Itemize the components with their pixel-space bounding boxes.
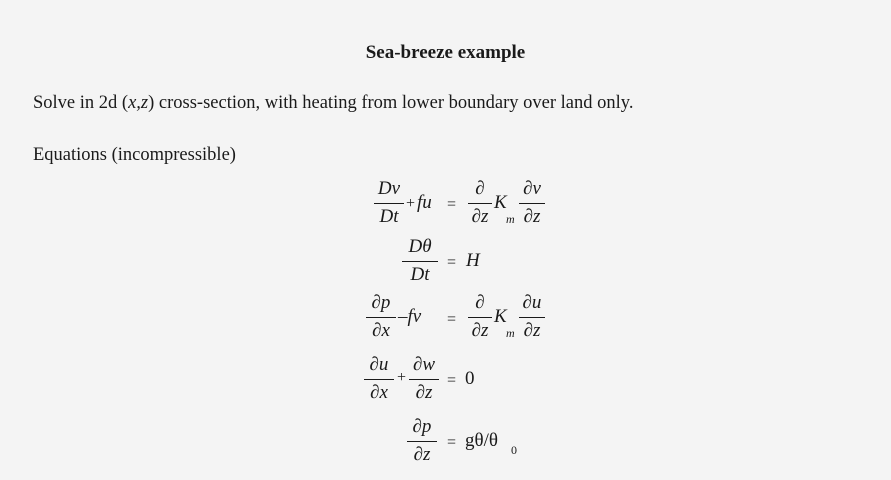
buoyancy-term: gθ/θ: [465, 430, 498, 451]
fraction-dp-dz: [407, 417, 437, 467]
numerator: Dv: [377, 178, 401, 199]
fraction-dv-dz: [519, 179, 545, 229]
equals-sign: =: [447, 311, 457, 328]
subscript-m: m: [506, 212, 515, 226]
page-title: Sea-breeze example: [365, 42, 526, 63]
denominator: ∂x: [370, 382, 388, 403]
fraction-bar: [519, 203, 545, 204]
numerator: Dθ: [408, 236, 432, 257]
coefficient-k: K: [494, 192, 507, 213]
term-fu: fu: [417, 192, 432, 213]
denominator: Dt: [379, 206, 399, 227]
fraction-bar: [519, 317, 545, 318]
equals-sign: =: [447, 254, 457, 271]
heating-term-h: H: [466, 250, 480, 271]
denominator: ∂z: [523, 206, 541, 227]
fraction-bar: [409, 379, 439, 380]
fraction-bar: [364, 379, 394, 380]
fraction-bar: [374, 203, 404, 204]
intro-text-2: ) cross-section, with heating from lower boundary over land only.: [148, 93, 634, 113]
numerator: ∂p: [412, 416, 432, 437]
subscript-zero: 0: [511, 443, 517, 457]
numerator: ∂w: [412, 354, 436, 375]
numerator: ∂: [475, 292, 485, 313]
fraction-bar: [402, 261, 438, 262]
equals-sign: =: [447, 372, 457, 389]
denominator: ∂z: [415, 382, 433, 403]
zero: 0: [465, 368, 475, 389]
denominator: ∂z: [471, 320, 489, 341]
fraction-dp-dx: [366, 293, 396, 343]
denominator: ∂x: [372, 320, 390, 341]
plus-sign: +: [406, 195, 416, 212]
fraction-d-dz: [468, 293, 492, 343]
numerator: ∂v: [523, 178, 541, 199]
denominator: Dt: [410, 264, 430, 285]
coefficient-k: K: [494, 306, 507, 327]
fraction-bar: [366, 317, 396, 318]
fraction-dv-dt: [374, 179, 404, 229]
subscript-m: m: [506, 326, 515, 340]
numerator: ∂u: [369, 354, 389, 375]
intro-coords: x,z: [128, 93, 149, 113]
term-minus-fv: –fv: [398, 306, 422, 327]
denominator: ∂z: [471, 206, 489, 227]
equals-sign: =: [447, 196, 457, 213]
fraction-du-dz: [519, 293, 545, 343]
numerator: ∂u: [522, 292, 542, 313]
denominator: ∂z: [523, 320, 541, 341]
numerator: ∂p: [371, 292, 391, 313]
fraction-bar: [468, 203, 492, 204]
fraction-d-dz: [468, 179, 492, 229]
intro-line: [33, 93, 633, 114]
intro-text-1: Solve in 2d (: [33, 93, 129, 113]
equations-heading: Equations (incompressible): [33, 145, 236, 165]
denominator: ∂z: [413, 444, 431, 465]
plus-sign: +: [397, 369, 407, 386]
fraction-bar: [407, 441, 437, 442]
equals-sign: =: [447, 434, 457, 451]
fraction-du-dx: [364, 355, 394, 405]
fraction-bar: [468, 317, 492, 318]
fraction-dtheta-dt: [402, 237, 438, 287]
numerator: ∂: [475, 178, 485, 199]
fraction-dw-dz: [409, 355, 439, 405]
